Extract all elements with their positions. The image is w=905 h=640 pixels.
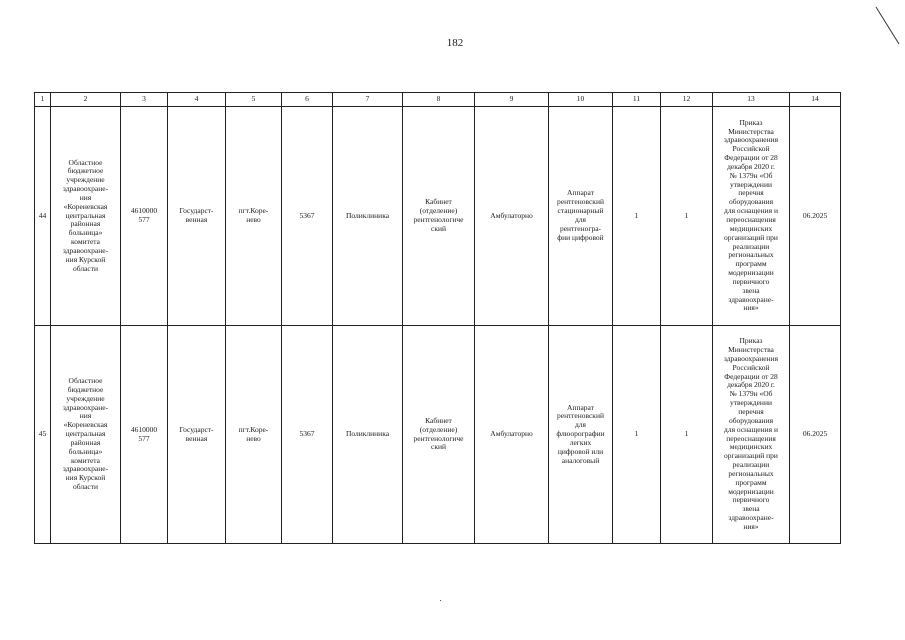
quantity-cell: 1 [613, 326, 661, 544]
organization-code: 4610000 577 [121, 107, 168, 326]
column-header: 13 [713, 93, 790, 107]
page-number: 182 [446, 37, 464, 49]
locality: пгт.Коре- нево [226, 326, 282, 544]
delivery-date: 06.2025 [790, 326, 841, 544]
facility-type: Поликлиника [333, 326, 403, 544]
equipment-name: Аппарат рентгеновский для флюорографии легких цифровой или аналоговый [549, 326, 613, 544]
column-header: 4 [168, 93, 226, 107]
column-header: 3 [121, 93, 168, 107]
care-type: Амбулаторно [475, 107, 549, 326]
header-row [35, 93, 841, 107]
table-row [35, 326, 841, 544]
column-header: 1 [35, 93, 51, 107]
column-header: 8 [403, 93, 475, 107]
locality: пгт.Коре- нево [226, 107, 282, 326]
equipment-table [34, 92, 841, 544]
department: Кабинет (отделение) рентгенологиче ский [403, 326, 475, 544]
legal-basis: Приказ Министерства здравоохранения Российской Федерации от 28 декабря 2020 г. № 1379н «Об утверждении перечня оборудования для оснащения и переоснащения медицинских организаций при реализации региональных программ модернизации первичного звена здравоохране- ния» [713, 107, 790, 326]
column-header: 10 [549, 93, 613, 107]
scan-speck [440, 600, 441, 601]
organization-name: Областное бюджетное учреждение здравоохране- ния «Кореневская центральная районная больница» комитета здравоохране- ния Курской области [51, 107, 121, 326]
column-header: 6 [282, 93, 333, 107]
column-header: 7 [333, 93, 403, 107]
care-type: Амбулаторно [475, 326, 549, 544]
department: Кабинет (отделение) рентгенологиче ский [403, 107, 475, 326]
row-number: 45 [35, 326, 51, 544]
ownership-form: Государст- венная [168, 326, 226, 544]
quantity-cell: 1 [661, 326, 713, 544]
organization-name: Областное бюджетное учреждение здравоохране- ния «Кореневская центральная районная больница» комитета здравоохране- ния Курской области [51, 326, 121, 544]
column-header: 5 [226, 93, 282, 107]
locality-code: 5367 [282, 107, 333, 326]
table-row [35, 107, 841, 326]
column-header: 11 [613, 93, 661, 107]
delivery-date: 06.2025 [790, 107, 841, 326]
organization-code: 4610000 577 [121, 326, 168, 544]
locality-code: 5367 [282, 326, 333, 544]
column-header: 2 [51, 93, 121, 107]
column-header: 9 [475, 93, 549, 107]
ownership-form: Государст- венная [168, 107, 226, 326]
equipment-name: Аппарат рентгеновский стационарный для рентгеногра- фии цифровой [549, 107, 613, 326]
facility-type: Поликлиника [333, 107, 403, 326]
quantity-cell: 1 [613, 107, 661, 326]
quantity-cell: 1 [661, 107, 713, 326]
column-header: 14 [790, 93, 841, 107]
column-header: 12 [661, 93, 713, 107]
legal-basis: Приказ Министерства здравоохранения Российской Федерации от 28 декабря 2020 г. № 1379н «Об утверждении перечня оборудования для оснащения и переоснащения медицинских организаций при реализации региональных программ модернизации первичного звена здравоохране- ния» [713, 326, 790, 544]
row-number: 44 [35, 107, 51, 326]
